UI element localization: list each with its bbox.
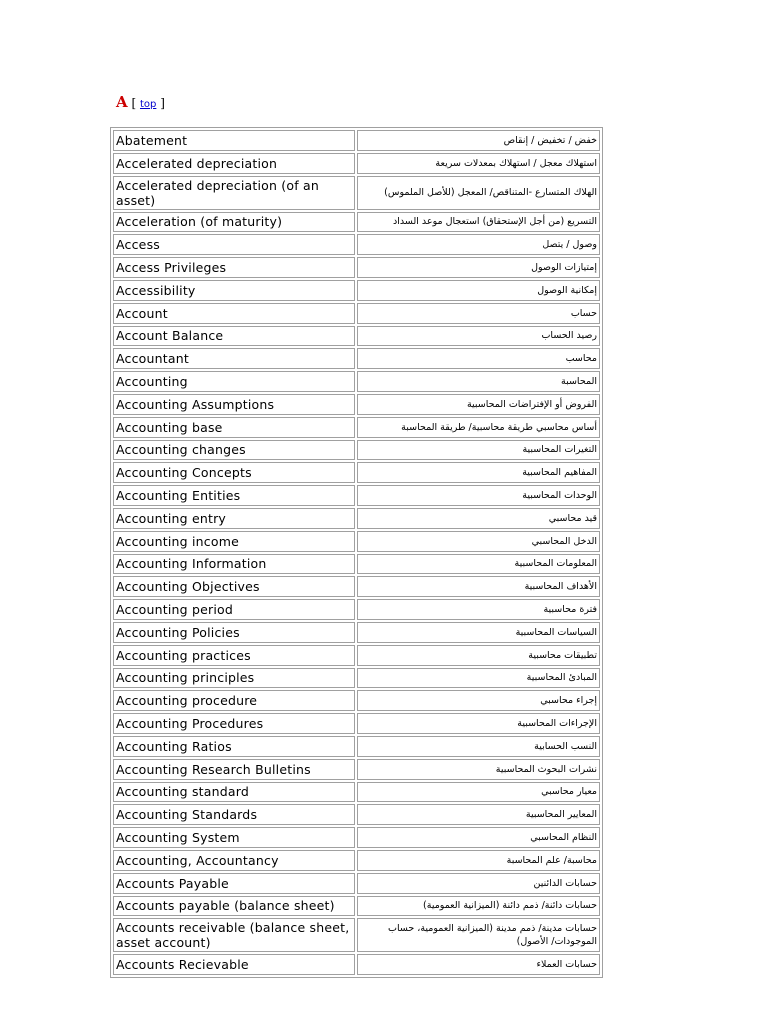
bracket-open: [ [131,96,137,110]
term-cell: Accounting Assumptions [113,394,355,415]
translation-cell: حسابات دائنة/ ذمم دائنة (الميزانية العمومية) [357,896,600,917]
translation-cell: الإجراءات المحاسبية [357,713,600,734]
term-cell: Accounting Policies [113,622,355,643]
table-row [113,576,600,597]
term-cell: Access [113,234,355,255]
term-cell: Accounting Information [113,554,355,575]
term-cell: Accounting Procedures [113,713,355,734]
table-row [113,212,600,233]
term-cell: Account [113,303,355,324]
table-row [113,130,600,151]
translation-cell: معيار محاسبي [357,782,600,803]
translation-cell: المعلومات المحاسبية [357,554,600,575]
translation-cell: محاسبة/ علم المحاسبة [357,850,600,871]
table-row [113,280,600,301]
table-row [113,850,600,871]
translation-cell: محاسب [357,348,600,369]
table-row [113,918,600,952]
table-row [113,645,600,666]
translation-cell: التغيرات المحاسبية [357,440,600,461]
translation-cell: المفاهيم المحاسبية [357,462,600,483]
translation-cell: السياسات المحاسبية [357,622,600,643]
table-row [113,257,600,278]
table-row [113,599,600,620]
table-row [113,622,600,643]
translation-cell: النسب الحسابية [357,736,600,757]
translation-cell: خفض / تخفيض / إنقاص [357,130,600,151]
section-header [116,93,165,114]
term-cell: Abatement [113,130,355,151]
translation-cell: وصول / يتصل [357,234,600,255]
table-row [113,326,600,347]
table-row [113,873,600,894]
translation-cell: حسابات الدائنين [357,873,600,894]
table-row [113,713,600,734]
term-cell: Accounts Recievable [113,954,355,975]
translation-cell: المعايير المحاسبية [357,804,600,825]
term-cell: Accounting Ratios [113,736,355,757]
term-cell: Accounting base [113,417,355,438]
glossary-table [110,127,603,978]
table-row [113,690,600,711]
term-cell: Access Privileges [113,257,355,278]
term-cell: Accessibility [113,280,355,301]
term-cell: Accounting Concepts [113,462,355,483]
term-cell: Accounting Standards [113,804,355,825]
table-row [113,303,600,324]
table-row [113,417,600,438]
bracket-close: ] [160,96,165,110]
term-cell: Accounting entry [113,508,355,529]
table-row [113,896,600,917]
translation-cell: الأهداف المحاسبية [357,576,600,597]
table-row [113,827,600,848]
translation-cell: إجراء محاسبي [357,690,600,711]
term-cell: Accounting income [113,531,355,552]
translation-cell: استهلاك معجل / استهلاك بمعدلات سريعة [357,153,600,174]
term-cell: Acceleration (of maturity) [113,212,355,233]
translation-cell: نشرات البحوث المحاسبية [357,759,600,780]
translation-cell: التسريع (من أجل الإستحقاق) استعجال موعد السداد [357,212,600,233]
table-row [113,736,600,757]
table-row [113,508,600,529]
term-cell: Accounting standard [113,782,355,803]
translation-cell: الدخل المحاسبي [357,531,600,552]
translation-cell: فترة محاسبية [357,599,600,620]
term-cell: Accounting Entities [113,485,355,506]
table-row [113,371,600,392]
table-row [113,440,600,461]
translation-cell: أساس محاسبي طريقة محاسبية/ طريقة المحاسبة [357,417,600,438]
translation-cell: الهلاك المتسارع -المتناقص/ المعجل (للأصل الملموس) [357,176,600,210]
term-cell: Accounting Research Bulletins [113,759,355,780]
term-cell: Accelerated depreciation (of an asset) [113,176,355,210]
table-row [113,804,600,825]
section-letter: A [116,93,128,111]
table-row [113,782,600,803]
term-cell: Accounting, Accountancy [113,850,355,871]
table-row [113,531,600,552]
translation-cell: حساب [357,303,600,324]
term-cell: Accounting System [113,827,355,848]
term-cell: Accountant [113,348,355,369]
top-link[interactable]: top [139,99,157,110]
term-cell: Accounting practices [113,645,355,666]
table-row [113,554,600,575]
term-cell: Accounting procedure [113,690,355,711]
term-cell: Accounting principles [113,668,355,689]
table-row [113,485,600,506]
table-row [113,234,600,255]
term-cell: Accounts receivable (balance sheet, asset account) [113,918,355,952]
translation-cell: الفروض أو الإفتراضات المحاسبية [357,394,600,415]
translation-cell: إمكانية الوصول [357,280,600,301]
term-cell: Accounting [113,371,355,392]
table-row [113,176,600,210]
term-cell: Accounts Payable [113,873,355,894]
glossary-body [113,130,600,975]
table-row [113,394,600,415]
table-row [113,668,600,689]
translation-cell: المحاسبة [357,371,600,392]
term-cell: Accelerated depreciation [113,153,355,174]
term-cell: Accounting Objectives [113,576,355,597]
term-cell: Accounts payable (balance sheet) [113,896,355,917]
translation-cell: إمتيازات الوصول [357,257,600,278]
term-cell: Accounting changes [113,440,355,461]
translation-cell: رصيد الحساب [357,326,600,347]
translation-cell: حسابات مدينة/ ذمم مدينة (الميزانية العمومية، حساب الموجودات/ الأصول) [357,918,600,952]
table-row [113,954,600,975]
term-cell: Accounting period [113,599,355,620]
translation-cell: النظام المحاسبي [357,827,600,848]
translation-cell: المبادئ المحاسبية [357,668,600,689]
translation-cell: تطبيقات محاسبية [357,645,600,666]
translation-cell: الوحدات المحاسبية [357,485,600,506]
table-row [113,153,600,174]
table-row [113,348,600,369]
table-row [113,462,600,483]
term-cell: Account Balance [113,326,355,347]
table-row [113,759,600,780]
translation-cell: حسابات العملاء [357,954,600,975]
translation-cell: قيد محاسبي [357,508,600,529]
